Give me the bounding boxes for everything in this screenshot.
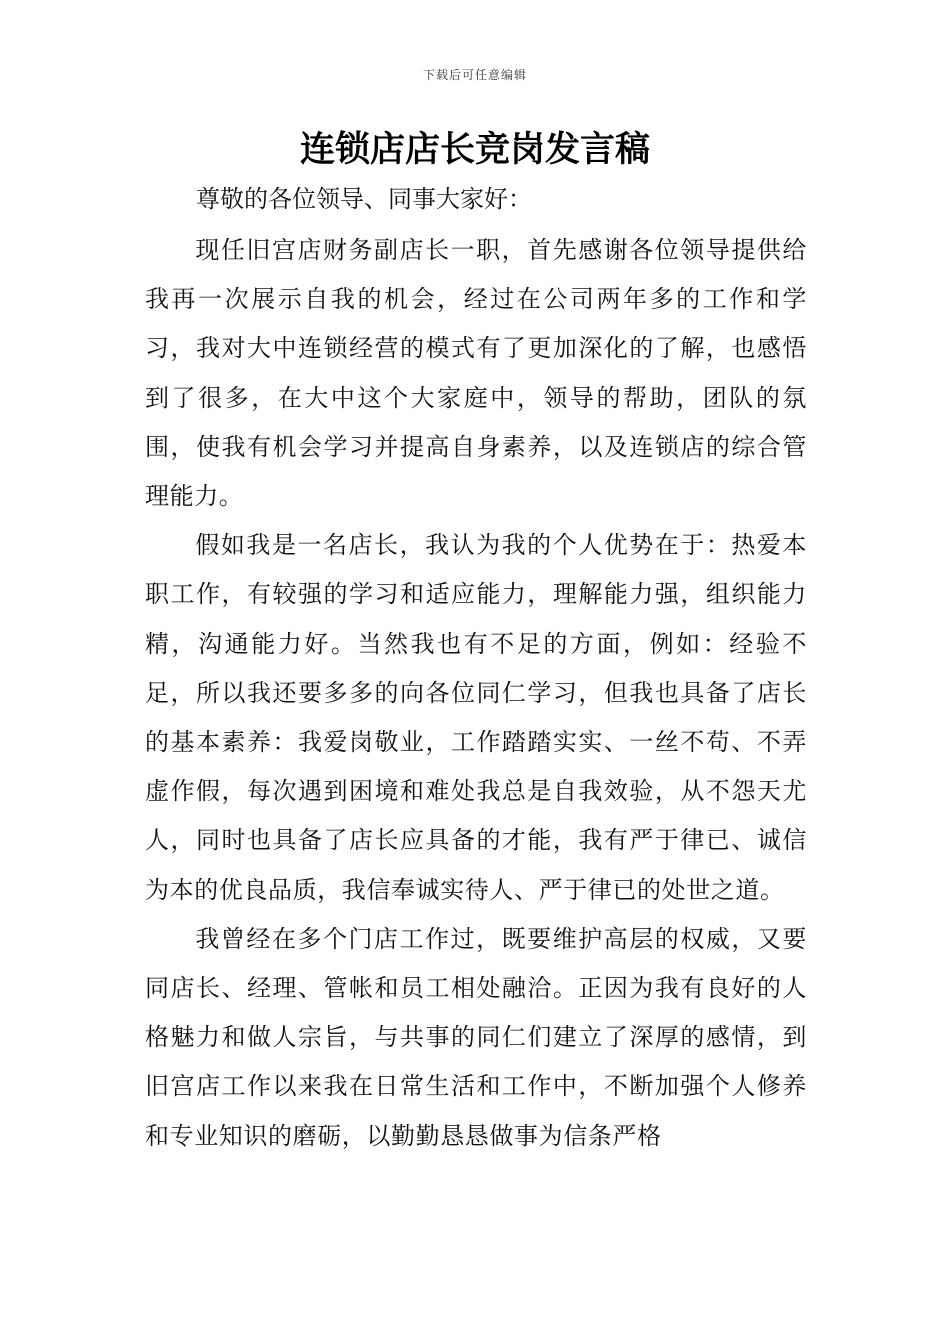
header-note: 下载后可任意编辑 (422, 68, 527, 82)
paragraph: 我曾经在多个门店工作过，既要维护高层的权威，又要同店长、经理、管帐和员工相处融洽。正因为我有良好的人格魅力和做人宗旨，与共事的同仁们建立了深厚的感情，到旧宫店工作以来我在日常生活和工作中，不断加强个人修养和专业知识的磨砺，以勤勤恳恳做事为信条严格 (145, 924, 807, 1150)
document-body (145, 226, 807, 1161)
greeting-line: 尊敬的各位领导、同事大家好： (196, 185, 532, 213)
paragraph: 现任旧宫店财务副店长一职，首先感谢各位领导提供给我再一次展示自我的机会，经过在公司两年多的工作和学习，我对大中连锁经营的模式有了更加深化的了解，也感悟到了很多，在大中这个大家庭中，领导的帮助，团队的氛围，使我有机会学习并提高自身素养，以及连锁店的综合管理能力。 (145, 236, 807, 511)
paragraph: 假如我是一名店长，我认为我的个人优势在于：热爱本职工作，有较强的学习和适应能力，理解能力强，组织能力精，沟通能力好。当然我也有不足的方面，例如：经验不足，所以我还要多多的向各位同仁学习，但我也具备了店长的基本素养：我爱岗敬业，工作踏踏实实、一丝不苟、不弄虚作假，每次遇到困境和难处我总是自我效验，从不怨天尤人，同时也具备了店长应具备的才能，我有严于律已、诚信为本的优良品质，我信奉诚实待人、严于律已的处世之道。 (145, 531, 807, 904)
document-title: 连锁店店长竞岗发言稿 (299, 130, 650, 170)
